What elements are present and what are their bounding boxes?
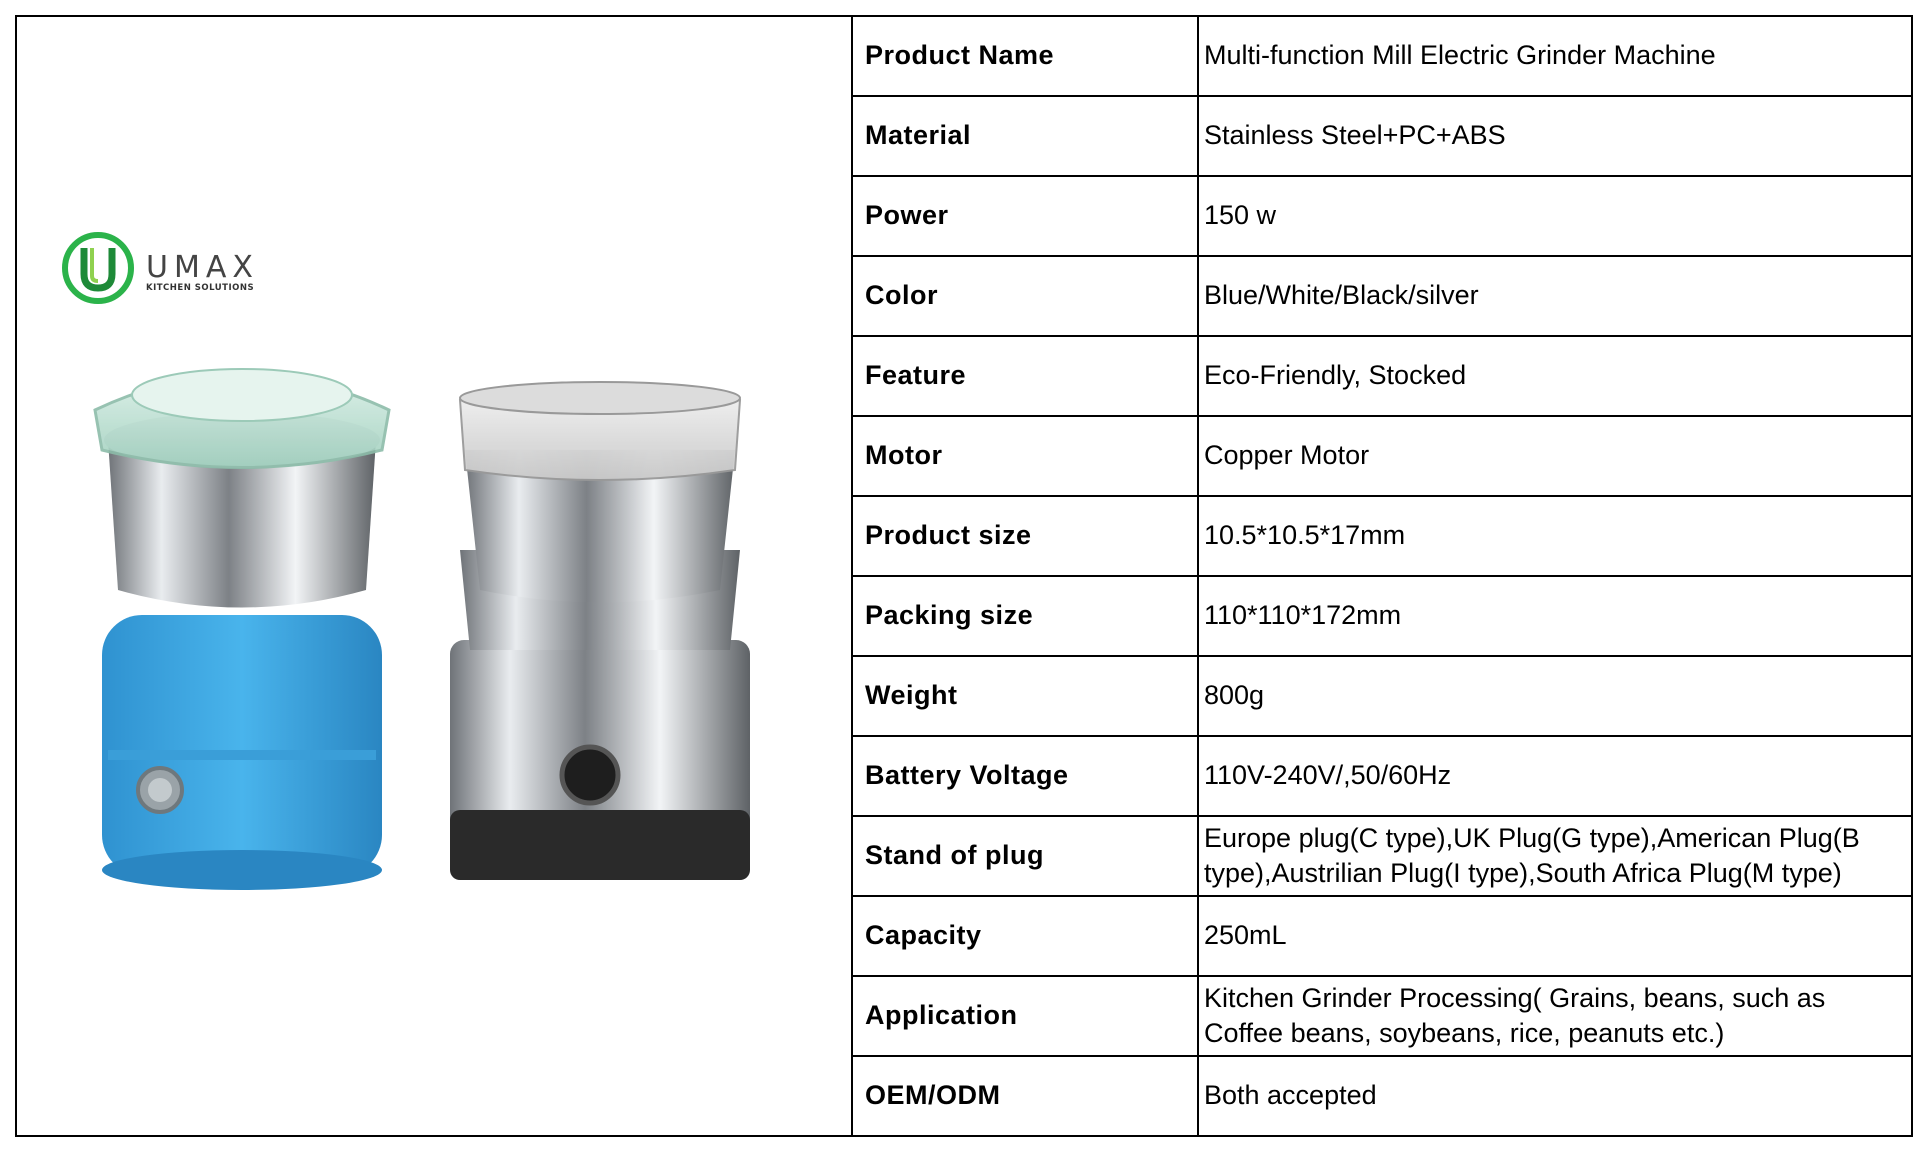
spec-label-product-name: Product Name (852, 16, 1198, 96)
spec-value-product-size: 10.5*10.5*17mm (1198, 496, 1912, 576)
spec-value-feature: Eco-Friendly, Stocked (1198, 336, 1912, 416)
spec-label-packing-size: Packing size (852, 576, 1198, 656)
spec-label-stand-of-plug: Stand of plug (852, 816, 1198, 896)
spec-value-capacity: 250mL (1198, 896, 1912, 976)
table-row (852, 416, 1912, 496)
silver-grinder-image (450, 382, 750, 880)
table-row (852, 896, 1912, 976)
spec-value-color: Blue/White/Black/silver (1198, 256, 1912, 336)
spec-label-feature: Feature (852, 336, 1198, 416)
table-row (852, 736, 1912, 816)
table-row (852, 1056, 1912, 1136)
spec-label-capacity: Capacity (852, 896, 1198, 976)
table-row (852, 16, 1912, 96)
spec-label-application: Application (852, 976, 1198, 1056)
table-row (852, 976, 1912, 1056)
spec-label-oem-odm: OEM/ODM (852, 1056, 1198, 1136)
table-row (852, 496, 1912, 576)
spec-label-power: Power (852, 176, 1198, 256)
brand-name: UMAX (146, 250, 259, 285)
spec-label-color: Color (852, 256, 1198, 336)
table-row (852, 656, 1912, 736)
spec-label-battery-voltage: Battery Voltage (852, 736, 1198, 816)
table-row (852, 176, 1912, 256)
table-row (852, 576, 1912, 656)
table-row (852, 96, 1912, 176)
spec-table (851, 15, 1913, 1137)
spec-label-product-size: Product size (852, 496, 1198, 576)
spec-value-motor: Copper Motor (1198, 416, 1912, 496)
spec-value-material: Stainless Steel+PC+ABS (1198, 96, 1912, 176)
spec-value-application: Kitchen Grinder Processing( Grains, beans, such as Coffee beans, soybeans, rice, peanuts etc.) (1198, 976, 1912, 1056)
blue-grinder-image (95, 369, 389, 890)
spec-value-stand-of-plug: Europe plug(C type),UK Plug(G type),American Plug(B type),Austrilian Plug(I type),South Africa Plug(M type) (1198, 816, 1912, 896)
table-row (852, 336, 1912, 416)
spec-value-oem-odm: Both accepted (1198, 1056, 1912, 1136)
spec-value-weight: 800g (1198, 656, 1912, 736)
spec-value-battery-voltage: 110V-240V/,50/60Hz (1198, 736, 1912, 816)
spec-label-material: Material (852, 96, 1198, 176)
spec-value-packing-size: 110*110*172mm (1198, 576, 1912, 656)
grinder-illustration (90, 350, 770, 910)
table-row (852, 256, 1912, 336)
spec-label-motor: Motor (852, 416, 1198, 496)
spec-value-power: 150 w (1198, 176, 1912, 256)
table-row (852, 816, 1912, 896)
spec-value-product-name: Multi-function Mill Electric Grinder Machine (1198, 16, 1912, 96)
spec-label-weight: Weight (852, 656, 1198, 736)
brand-tagline: KITCHEN SOLUTIONS (146, 283, 255, 293)
